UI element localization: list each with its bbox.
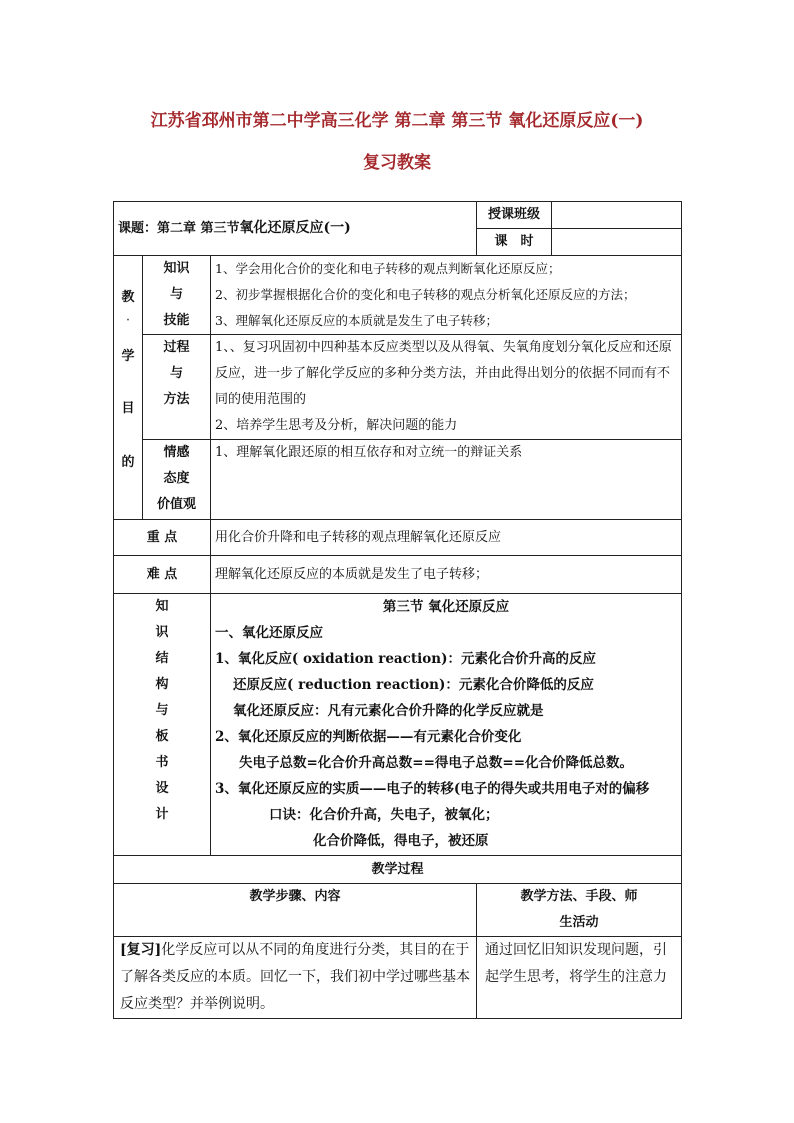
objective-item: 2、培养学生思考及分析，解决问题的能力 xyxy=(215,418,458,433)
topic-label: 课题：第二章 第三节 xyxy=(118,221,240,236)
board-line: 氧化还原反应：凡有元素化合价升降的化学反应就是 xyxy=(233,703,544,719)
objective-item: 1、学会用化合价的变化和电子转移的观点判断氧化还原反应； xyxy=(215,261,561,276)
objective-items-process xyxy=(211,335,682,440)
difficult-point-text: 理解氧化还原反应的本质就是发生了电子转移； xyxy=(211,556,682,594)
review-cell xyxy=(114,937,477,1019)
document-title-line1: 江苏省邳州市第二中学高三化学 第二章 第三节 氧化还原反应(一) xyxy=(150,111,644,131)
side-char: 学 xyxy=(121,348,135,364)
topic-value: 氧化还原反应(一) xyxy=(239,220,351,236)
board-side-label: 知 识 结 构 与 板 书 设 计 xyxy=(114,594,211,856)
board-line: 2、氧化还原反应的判断依据——有元素化合价变化 xyxy=(215,729,522,745)
board-section: 一、氧化还原反应 xyxy=(215,625,323,641)
process-col2-header: 教学方法、手段、师 生活动 xyxy=(477,884,682,937)
board-line: 化合价降低，得电子，被还原 xyxy=(313,833,489,849)
difficult-point-label: 难 点 xyxy=(114,556,211,594)
process-title: 教学过程 xyxy=(114,856,682,884)
board-line: 失电子总数=化合价升高总数==得电子总数==化合价降低总数。 xyxy=(239,755,634,771)
side-char: 目 xyxy=(121,400,135,416)
process-col1-header: 教学步骤、内容 xyxy=(114,884,477,937)
board-line: 口诀：化合价升高，失电子，被氧化； xyxy=(269,807,499,823)
objective-label-emotion: 情感 态度 价值观 xyxy=(143,440,211,520)
objective-items-emotion xyxy=(211,440,682,520)
key-point-label: 重 点 xyxy=(114,520,211,556)
board-line: 3、氧化还原反应的实质——电子的转移(电子的得失或共用电子对的偏移 xyxy=(215,781,650,797)
review-tag: [复习] xyxy=(120,942,162,958)
side-char: 的 xyxy=(121,454,135,470)
board-line: 1、氧化反应( oxidation reaction)：元素化合价升高的反应 xyxy=(215,651,596,667)
key-point-text: 用化合价升降和电子转移的观点理解氧化还原反应 xyxy=(211,520,682,556)
board-line: 还原反应( reduction reaction)：元素化合价降低的反应 xyxy=(233,677,594,693)
objective-label-knowledge: 知识 与 技能 xyxy=(143,256,211,335)
side-char: 教 xyxy=(121,289,135,305)
objective-item: 1、理解氧化跟还原的相互依存和对立统一的辩证关系 xyxy=(215,445,523,460)
lesson-plan-table xyxy=(113,201,682,1019)
objective-item: 2、初步掌握根据化合价的变化和电子转移的观点分析氧化还原反应的方法； xyxy=(215,287,636,302)
objective-items-knowledge xyxy=(211,256,682,335)
hours-value xyxy=(552,229,682,256)
objective-item: 3、理解氧化还原反应的本质就是发生了电子转移； xyxy=(215,313,498,328)
objective-label-process: 过程 与 方法 xyxy=(143,335,211,440)
method-cell: 通过回忆旧知识发现问题，引起学生思考，将学生的注意力 xyxy=(477,937,682,1019)
hours-label: 课 时 xyxy=(477,229,552,256)
board-heading: 第三节 氧化还原反应 xyxy=(382,599,510,615)
topic-cell xyxy=(114,202,477,256)
objectives-side-label: 教 · 学 目 的 xyxy=(114,256,143,520)
class-value xyxy=(552,202,682,229)
objective-item: 1、、复习巩固初中四种基本反应类型以及从得氧、失氧角度划分氧化反应和还原反应，进一步了解化学反应的多种分类方法，并由此得出划分的依据不同而有不同的使用范围的 xyxy=(215,340,672,407)
review-text: 化学反应可以从不同的角度进行分类，其目的在于了解各类反应的本质。回忆一下，我们初中学过哪些基本反应类型？并举例说明。 xyxy=(120,942,470,1012)
document-title-line2: 复习教案 xyxy=(363,153,431,173)
class-label: 授课班级 xyxy=(477,202,552,229)
board-content xyxy=(211,594,682,856)
